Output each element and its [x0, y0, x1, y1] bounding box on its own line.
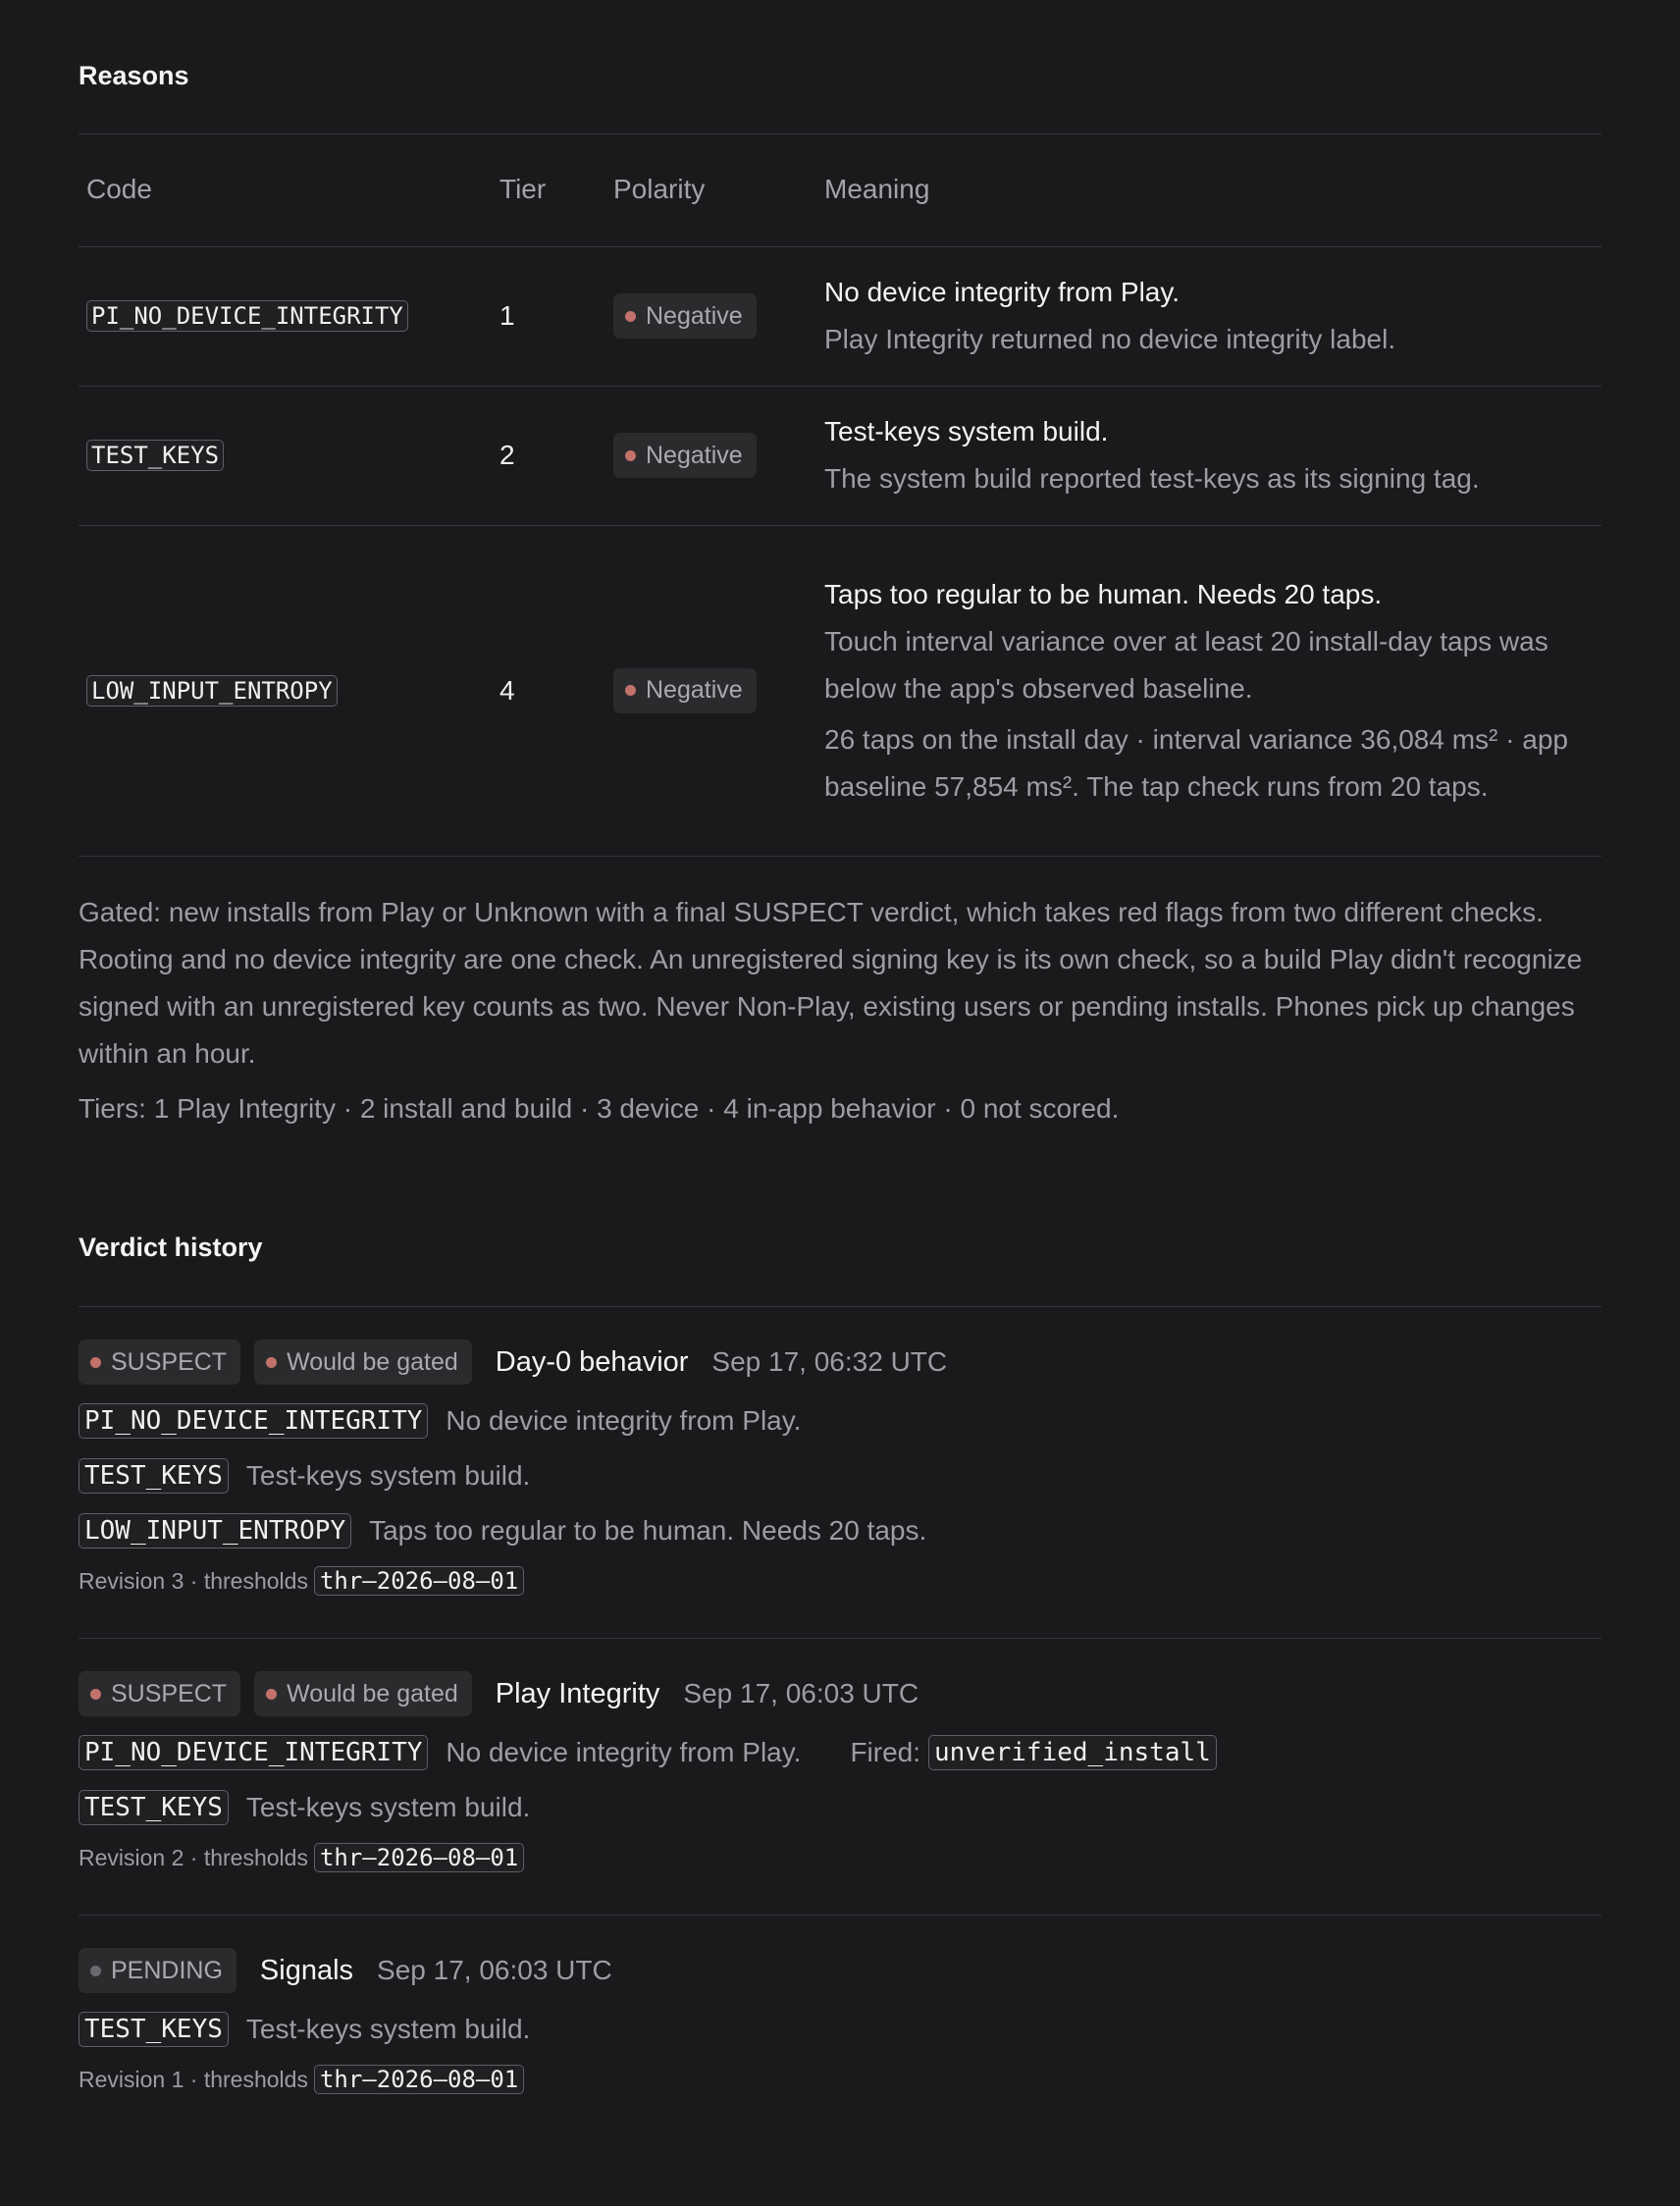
- reason-code: PI_NO_DEVICE_INTEGRITY: [79, 1403, 428, 1439]
- divider: [79, 1915, 1601, 1916]
- reason-code: TEST_KEYS: [79, 1790, 229, 1825]
- verdict-label: PENDING: [111, 1956, 223, 1984]
- polarity-label: Negative: [646, 301, 743, 330]
- verdict-badge: [79, 1671, 240, 1716]
- verdict-entry: [79, 1947, 1601, 2102]
- reason-code: TEST_KEYS: [79, 1458, 229, 1494]
- reason-detail: 26 taps on the install day · interval variance 36,084 ms² · app baseline 57,854 ms². The tap check runs from 20 taps.: [824, 723, 1568, 802]
- reason-text: Test-keys system build.: [245, 1460, 531, 1491]
- reason-code: PI_NO_DEVICE_INTEGRITY: [86, 300, 408, 332]
- verdict-time: Sep 17, 06:32 UTC: [711, 1346, 948, 1377]
- fired-rule-code: unverified_install: [928, 1735, 1217, 1770]
- reason-tier: 1: [499, 300, 515, 331]
- polarity-badge: [613, 668, 757, 713]
- suspect-dot-icon: [90, 1357, 101, 1368]
- reason-description: Touch interval variance over at least 20 install-day taps was below the app's observed baseline.: [824, 625, 1549, 704]
- verdict-badge: [79, 1339, 240, 1385]
- polarity-label: Negative: [646, 676, 743, 704]
- verdict-entry: [79, 1670, 1601, 1880]
- table-header-row: [79, 133, 1601, 246]
- reason-text: No device integrity from Play.: [446, 1405, 802, 1436]
- history-reason: [79, 1725, 1601, 1780]
- negative-dot-icon: [625, 685, 636, 696]
- polarity-label: Negative: [646, 441, 743, 469]
- revision-line: [79, 1835, 1601, 1880]
- revision-label: Revision 2 · thresholds: [79, 1844, 308, 1870]
- thresholds-code: thr–2026–08–01: [314, 1843, 524, 1872]
- verdict-time: Sep 17, 06:03 UTC: [683, 1678, 919, 1708]
- verdict-history-heading: Verdict history: [79, 1233, 263, 1262]
- polarity-badge: [613, 293, 757, 339]
- revision-line: [79, 1558, 1601, 1603]
- gate-dot-icon: [266, 1357, 277, 1368]
- reason-description: The system build reported test-keys as its signing tag.: [824, 463, 1480, 494]
- verdict-header: [79, 1947, 1601, 1994]
- reason-text: Test-keys system build.: [245, 2014, 531, 2044]
- verdict-badge: [79, 1948, 236, 1993]
- reason-code: LOW_INPUT_ENTROPY: [86, 675, 338, 707]
- reason-description: Play Integrity returned no device integrity label.: [824, 324, 1396, 354]
- column-header-polarity: Polarity: [605, 133, 816, 246]
- verdict-source: Day-0 behavior: [495, 1345, 689, 1378]
- column-header-tier: Tier: [492, 133, 605, 246]
- history-reason: [79, 2002, 1601, 2057]
- reason-title: No device integrity from Play.: [824, 277, 1181, 307]
- reason-title: Taps too regular to be human. Needs 20 taps.: [824, 578, 1383, 609]
- history-reason: [79, 1448, 1601, 1503]
- reason-tier: 2: [499, 440, 515, 470]
- thresholds-code: thr–2026–08–01: [314, 1566, 524, 1596]
- gate-badge: [254, 1339, 472, 1385]
- pending-dot-icon: [90, 1966, 101, 1976]
- verdict-source: Play Integrity: [495, 1677, 660, 1709]
- fired-label: Fired:: [850, 1737, 921, 1767]
- table-row: [79, 525, 1601, 856]
- reason-text: Taps too regular to be human. Needs 20 taps.: [369, 1515, 927, 1546]
- gate-dot-icon: [266, 1689, 277, 1700]
- reason-code: LOW_INPUT_ENTROPY: [79, 1513, 351, 1549]
- table-row: [79, 246, 1601, 386]
- reason-text: Test-keys system build.: [245, 1792, 531, 1822]
- negative-dot-icon: [625, 311, 636, 322]
- history-reason: [79, 1503, 1601, 1558]
- verdict-header: [79, 1670, 1601, 1717]
- history-reason: [79, 1393, 1601, 1448]
- gate-label: Would be gated: [287, 1679, 458, 1707]
- verdict-label: SUSPECT: [111, 1347, 228, 1376]
- gated-note: Gated: new installs from Play or Unknown with a final SUSPECT verdict, which takes red flags from two different checks. Rooting and no device integrity are one check. An unregistered signing key is its own check, so a build Play didn't recognize signed with an unregistered key counts as two. Never Non-Play, existing users or pending installs. Phones pick up changes within an hour.: [79, 897, 1583, 1069]
- revision-label: Revision 3 · thresholds: [79, 1567, 308, 1594]
- suspect-dot-icon: [90, 1689, 101, 1700]
- revision-line: [79, 2057, 1601, 2102]
- polarity-badge: [613, 433, 757, 478]
- verdict-source: Signals: [259, 1954, 354, 1986]
- verdict-entry: [79, 1339, 1601, 1603]
- table-row: [79, 386, 1601, 525]
- gate-label: Would be gated: [287, 1347, 458, 1376]
- reason-tier: 4: [499, 674, 515, 706]
- reason-title: Test-keys system build.: [824, 416, 1109, 446]
- gate-badge: [254, 1671, 472, 1716]
- revision-label: Revision 1 · thresholds: [79, 2066, 308, 2092]
- verdict-label: SUSPECT: [111, 1679, 228, 1707]
- divider: [79, 1638, 1601, 1639]
- tiers-note: Tiers: 1 Play Integrity · 2 install and build · 3 device · 4 in-app behavior · 0 not scored.: [79, 1093, 1120, 1124]
- reasons-heading: Reasons: [79, 61, 189, 90]
- reason-text: No device integrity from Play.: [446, 1737, 802, 1767]
- reason-code: TEST_KEYS: [86, 440, 224, 471]
- history-reason: [79, 1780, 1601, 1835]
- verdict-header: [79, 1339, 1601, 1386]
- column-header-code: Code: [79, 133, 492, 246]
- thresholds-code: thr–2026–08–01: [314, 2065, 524, 2094]
- reasons-table: [79, 133, 1601, 857]
- column-header-meaning: Meaning: [816, 133, 1601, 246]
- verdict-time: Sep 17, 06:03 UTC: [377, 1955, 612, 1985]
- reason-code: TEST_KEYS: [79, 2012, 229, 2047]
- divider: [79, 1306, 1601, 1307]
- negative-dot-icon: [625, 450, 636, 461]
- reason-code: PI_NO_DEVICE_INTEGRITY: [79, 1735, 428, 1770]
